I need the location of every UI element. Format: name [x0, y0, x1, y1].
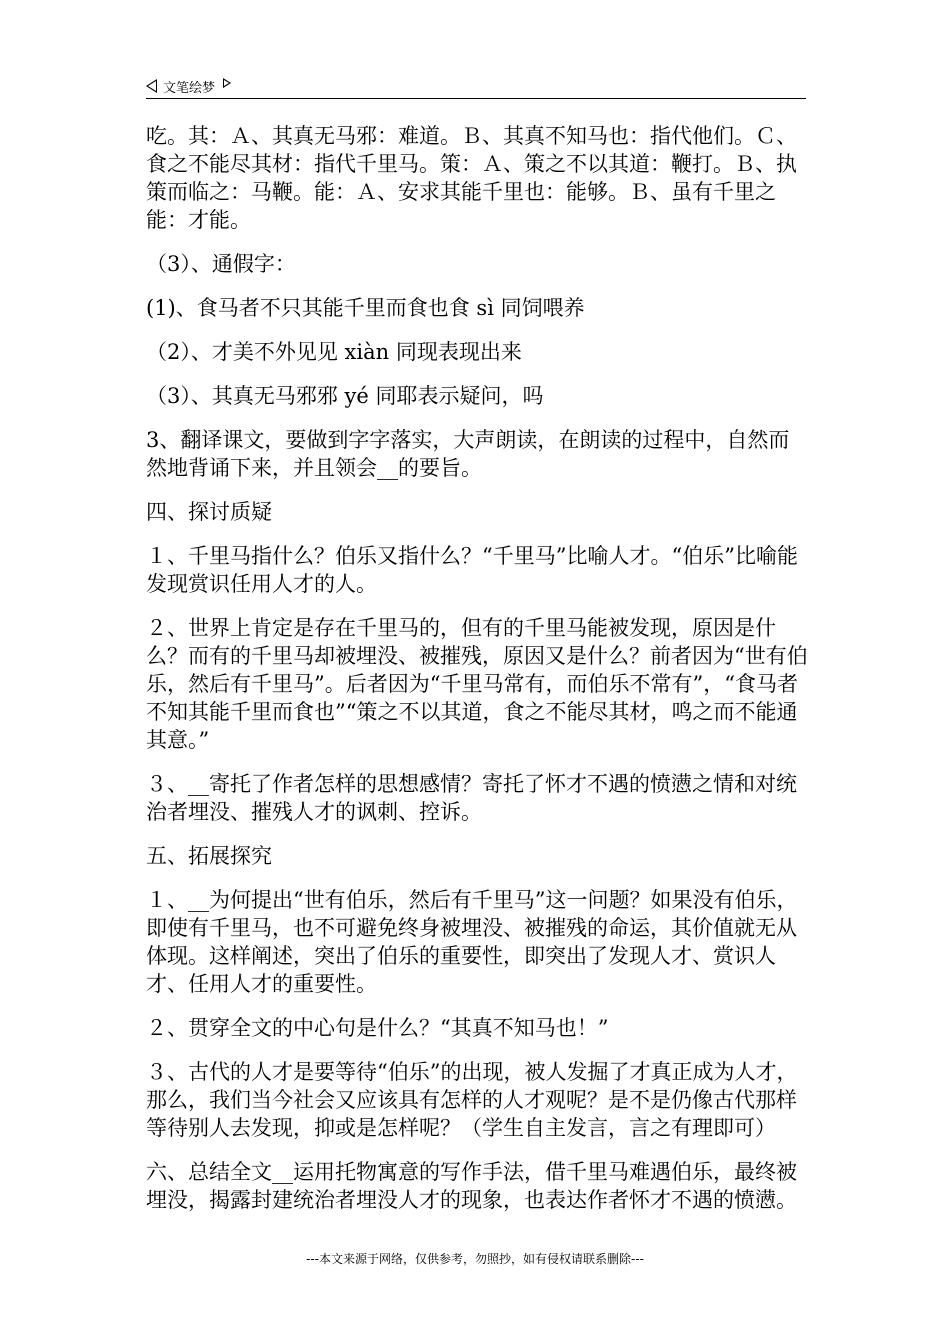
paragraph: ２、世界上肯定是存在千里马的，但有的千里马能被发现，原因是什么？而有的千里马却被埋没、被摧残，原因又是什么？前者因为“世有伯乐，然后有千里马”。后者因为“千里马常有，而伯乐不常有”，“食马者不知其能千里而食也”“策之不以其道，食之不能尽其材，鸣之而不能通其意。” [146, 616, 808, 752]
header-divider [146, 98, 806, 99]
triangle-right-icon [223, 78, 231, 88]
document-body [146, 122, 810, 1230]
paragraph: 六、总结全文__运用托物寓意的写作手法，借千里马难遇伯乐，最终被埋没，揭露封建统治者埋没人才的现象，也表达作者怀才不遇的愤懑。 [146, 1160, 797, 1212]
paragraph: （3）、通假字： [146, 252, 296, 276]
section-heading: 四、探讨质疑 [146, 500, 272, 524]
paragraph: （3）、其真无马邪邪 yé 同耶表示疑问，吗 [146, 384, 544, 408]
paragraph: （2）、才美不外见见 xiàn 同现表现出来 [146, 340, 522, 364]
paragraph: １、千里马指什么？伯乐又指什么？“千里马”比喻人才。“伯乐”比喻能发现赏识任用人才的人。 [146, 544, 798, 596]
paragraph: 3、翻译课文，要做到字字落实，大声朗读，在朗读的过程中，自然而然地背诵下来，并且领会__的要旨。 [146, 428, 790, 480]
section-heading: 五、拓展探究 [146, 844, 272, 868]
paragraph: ３、古代的人才是要等待“伯乐”的出现，被人发掘了才真正成为人才，那么，我们当今社会又应该具有怎样的人才观呢？是不是仍像古代那样等待别人去发现，抑或是怎样呢？（学生自主发言，言之有理即可） [146, 1060, 798, 1140]
header-title: 文笔绘梦 [163, 80, 216, 96]
paragraph: 吃。其：Ａ、其真无马邪：难道。Ｂ、其真不知马也：指代他们。Ｃ、食之不能尽其材：指代千里马。策：Ａ、策之不以其道：鞭打。Ｂ、执策而临之：马鞭。能：Ａ、安求其能千里也：能够。Ｂ、虽有千里之能：才能。 [146, 124, 797, 232]
paragraph: ２、贯穿全文的中心句是什么？“其真不知马也！” [146, 1016, 609, 1040]
triangle-left-icon [146, 79, 157, 93]
paragraph: １、__为何提出“世有伯乐，然后有千里马”这一问题？如果没有伯乐，即使有千里马，也不可避免终身被埋没、被摧残的命运，其价值就无从体现。这样阐述，突出了伯乐的重要性，即突出了发现人才、赏识人才、任用人才的重要性。 [146, 888, 798, 996]
paragraph: ３、__寄托了作者怎样的思想感情？寄托了怀才不遇的愤懑之情和对统治者埋没、摧残人才的讽刺、控诉。 [146, 772, 797, 824]
paragraph: (1)、食马者不只其能千里而食也食 sì 同饲喂养 [146, 296, 585, 320]
page-header [146, 74, 806, 98]
page-footer: ---本文来源于网络，仅供参考，勿照抄，如有侵权请联系删除--- [306, 1252, 644, 1266]
